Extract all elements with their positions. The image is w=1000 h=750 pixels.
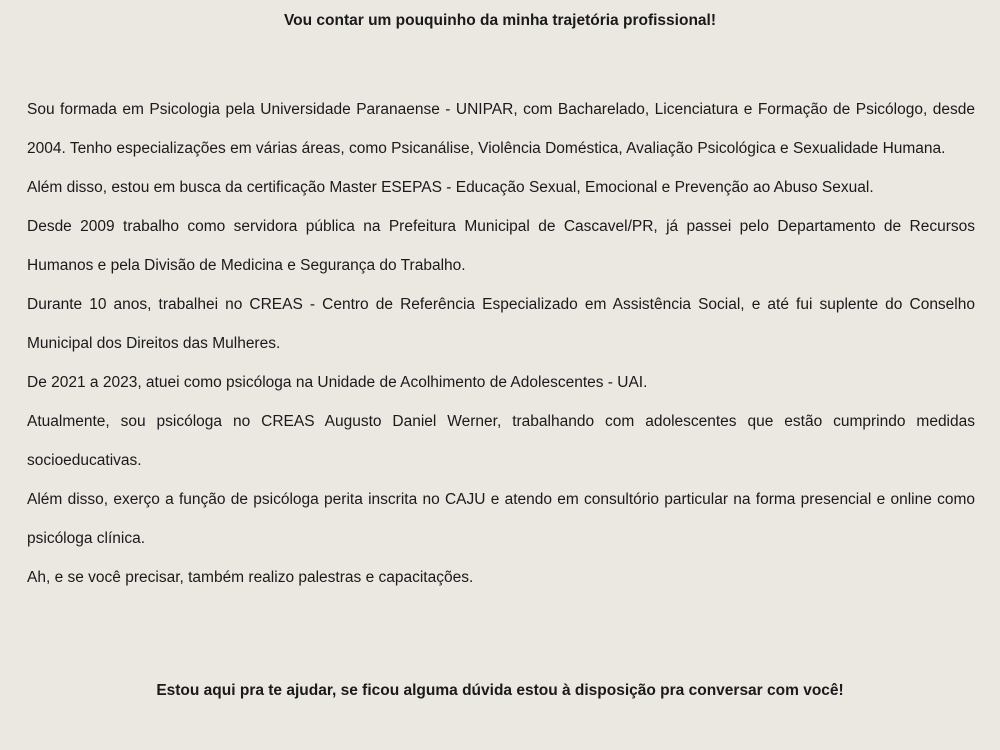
bio-paragraph-certification: Além disso, estou em busca da certificação Master ESEPAS - Educação Sexual, Emocional e Prevenção ao Abuso Sexual.: [27, 179, 874, 196]
bio-paragraph-creas: Durante 10 anos, trabalhei no CREAS - Centro de Referência Especializado em Assistência Social, e até fui suplente do Conselho Municipal dos Direitos das Mulheres.: [27, 296, 975, 352]
bio-paragraph-current-role: Atualmente, sou psicóloga no CREAS Augusto Daniel Werner, trabalhando com adolescentes que estão cumprindo medidas socioeducativas.: [27, 413, 975, 469]
bio-paragraph-public-service: Desde 2009 trabalho como servidora pública na Prefeitura Municipal de Cascavel/PR, já passei pelo Departamento de Recursos Humanos e pela Divisão de Medicina e Segurança do Trabalho.: [27, 218, 975, 274]
closing-message: Estou aqui pra te ajudar, se ficou alguma dúvida estou à disposição pra conversar com você!: [156, 682, 844, 699]
bio-paragraph-talks: Ah, e se você precisar, também realizo palestras e capacitações.: [27, 569, 474, 586]
page-title: Vou contar um pouquinho da minha trajetória profissional!: [283, 12, 716, 29]
bio-paragraph-education: Sou formada em Psicologia pela Universidade Paranaense - UNIPAR, com Bacharelado, Licenciatura e Formação de Psicólogo, desde 2004. Tenho especializações em várias áreas, como Psicanálise, Violência Doméstica, Avaliação Psicológica e Sexualidade Humana.: [27, 101, 975, 157]
bio-text: [27, 90, 975, 597]
bio-paragraph-private-practice: Além disso, exerço a função de psicóloga perita inscrita no CAJU e atendo em consultório particular na forma presencial e online como psicóloga clínica.: [27, 491, 975, 547]
bio-paragraph-uai: De 2021 a 2023, atuei como psicóloga na Unidade de Acolhimento de Adolescentes - UAI.: [27, 374, 648, 391]
